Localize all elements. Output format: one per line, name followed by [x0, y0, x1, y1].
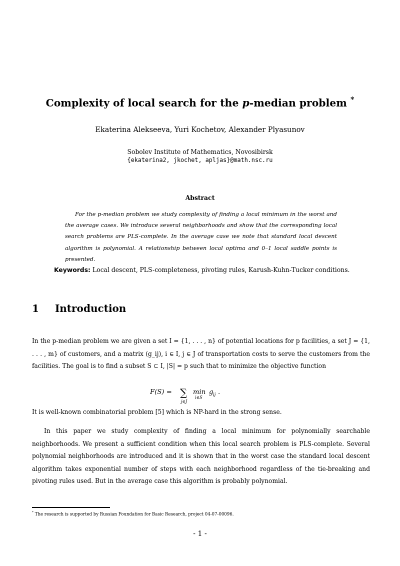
- title-prefix: Complexity of local search for the: [45, 97, 243, 110]
- emails: {ekaterina2, jkochet, apljas}@math.nsc.ru: [127, 158, 273, 164]
- paper-title: [40, 95, 360, 109]
- paragraph-1: In the p-median problem we are given a set I = {1, . . . , n} of potential locations for p facilities, a set J = {1, . . . , m} of customers, and a matrix (g_ij), i ∈ I, j ∈ J of transportation costs to serve the customers from the facilities. The goal is to find a subset S ⊂ I, |S| = p such that to minimize the objective function: [32, 338, 370, 371]
- footnote: [32, 510, 372, 517]
- formula-end: .: [218, 388, 221, 396]
- formula-sum-sub: j∈J: [181, 399, 188, 404]
- formula-svg: [150, 385, 260, 407]
- section-title: Introduction: [54, 304, 127, 315]
- section-number: 1: [32, 304, 39, 315]
- formula-min: min: [193, 388, 206, 396]
- footnote-text: The research is supported by Russian Foundation for Basic Research, project 04-07-00096.: [34, 512, 234, 518]
- keywords: [54, 266, 354, 275]
- title-variable: p: [242, 97, 250, 110]
- formula-min-sub: i∈S: [195, 395, 203, 400]
- paragraph-1-continued: It is well-known combinatorial problem [5] which is NP-hard in the strong sense.: [32, 409, 282, 416]
- abstract-heading: Abstract: [185, 195, 215, 202]
- footnote-rule: [32, 507, 110, 508]
- affiliation-block: [40, 148, 360, 166]
- abstract-text: For the p-median problem we study complexity of finding a local minimum in the worst and the average cases. We introduce several neighborhoods and show that the corresponding local search problems are PLS-complete. In the average case we note that standard local descent algorithm is polynomial. A relationship between local optima and 0–1 local saddle points is presented.: [65, 212, 337, 263]
- keywords-text: Local descent, PLS-completeness, pivoting rules, Karush-Kuhn-Tucker conditions.: [90, 267, 350, 274]
- objective-formula: [150, 385, 260, 407]
- formula-rhs: g: [209, 388, 214, 396]
- section-heading: [32, 304, 126, 315]
- authors: Ekaterina Alekseeva, Yuri Kochetov, Alexander Plyasunov: [95, 125, 305, 134]
- paragraph-2: In this paper we study complexity of finding a local minimum for polynomially searchable neighborhoods. We present a sufficient condition when this local search problem is PLS-complete. Several polynomial neighborhoods are introduced and it is shown that in the worst case the standard local descent algorithm takes exponential number of steps with each neighborhood regardless of the tie-breaking and pivoting rules used. But in the average case this algorithm is probably polynomial.: [32, 428, 370, 486]
- page-number: - 1 -: [193, 530, 207, 538]
- keywords-label: Keywords:: [54, 267, 91, 274]
- formula-sum: ∑: [180, 388, 188, 399]
- footnote-mark: *: [32, 510, 34, 514]
- formula-rhs-sub: ij: [213, 392, 216, 397]
- title-suffix: -median problem: [249, 97, 347, 110]
- affiliation: Sobolev Institute of Mathematics, Novosibirsk: [127, 149, 273, 156]
- formula-lhs: F(S) =: [150, 388, 172, 396]
- title-footnote-mark: *: [350, 95, 355, 104]
